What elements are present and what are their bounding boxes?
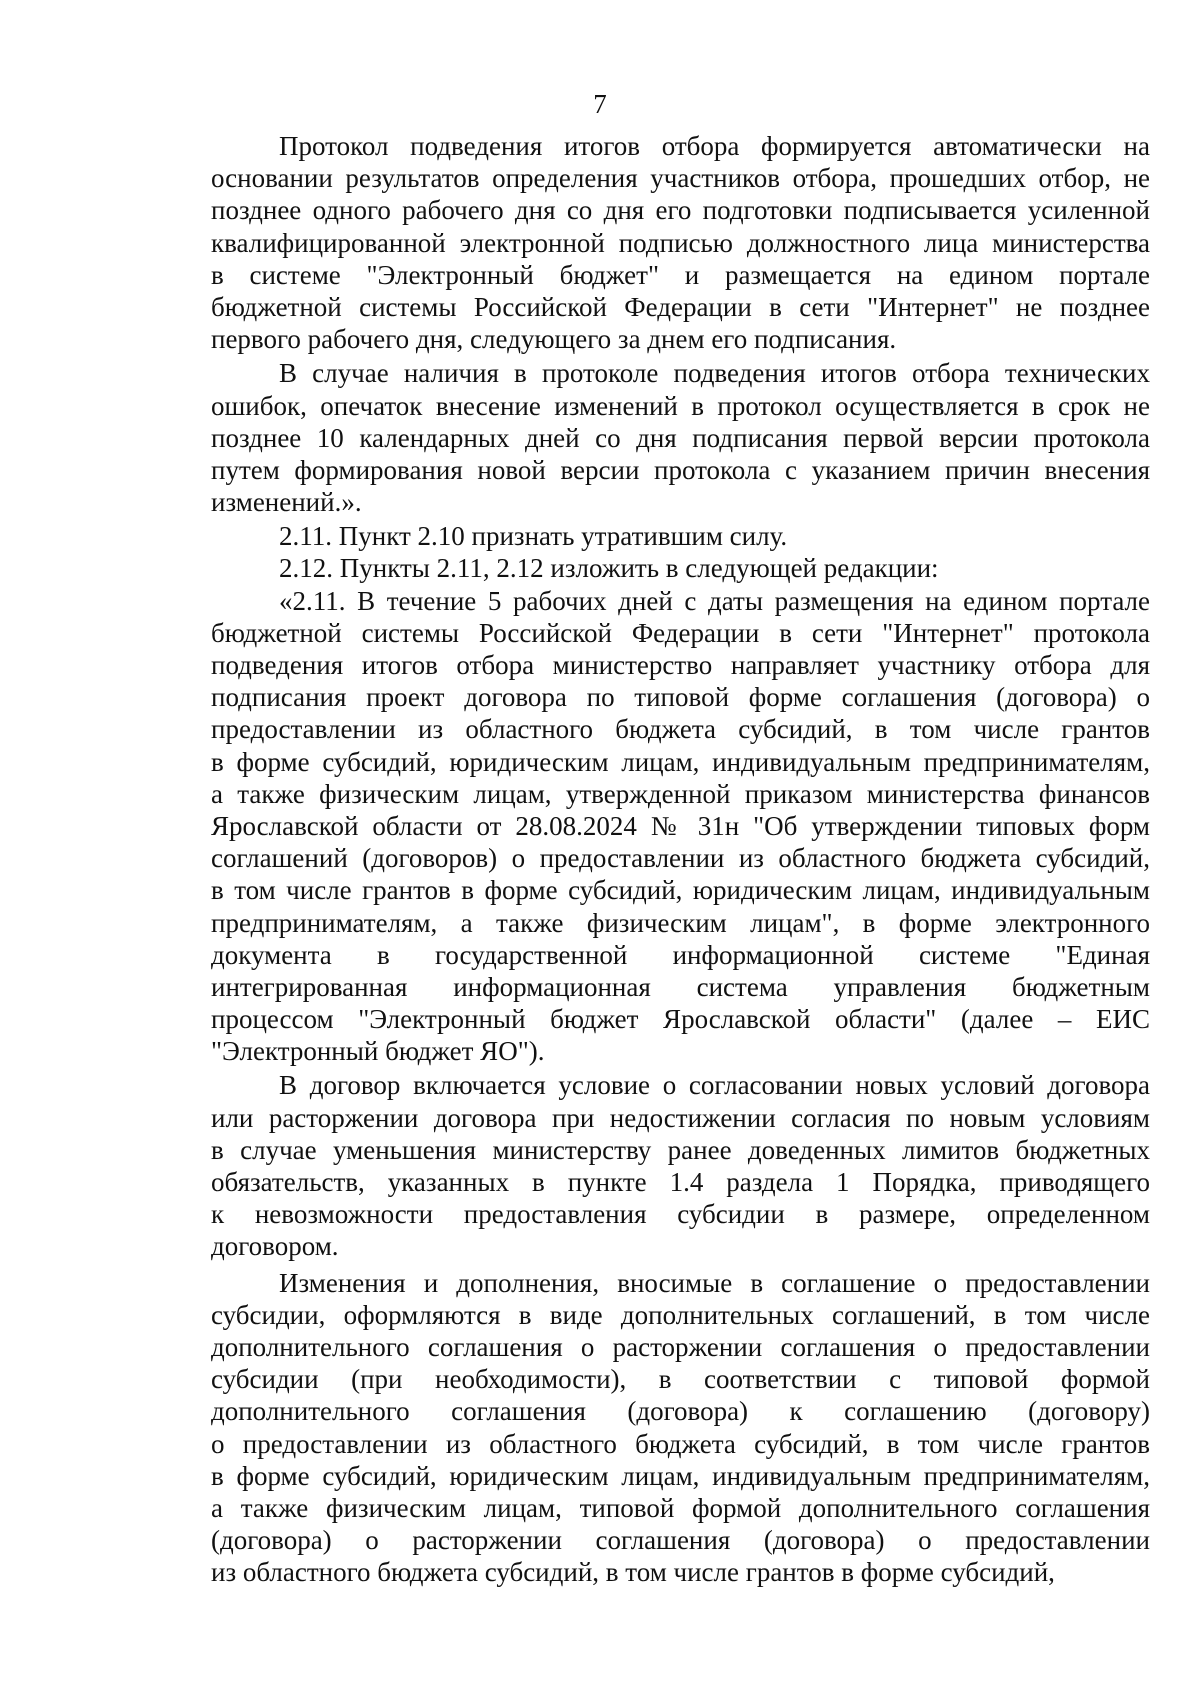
text-line: соглашений (договоров) о предоставлении из областного бюджета субсидий, — [211, 843, 1150, 874]
text-line: субсидии (при необходимости), в соответствии с типовой формой — [211, 1364, 1150, 1395]
text-line: В договор включается условие о согласовании новых условий договора — [279, 1070, 1150, 1101]
text-line: «2.11. В течение 5 рабочих дней с даты размещения на едином портале — [279, 585, 1150, 616]
text-line: подписания проект договора по типовой форме соглашения (договора) о — [211, 682, 1150, 713]
text-line: субсидии, оформляются в виде дополнительных соглашений, в том числе — [211, 1299, 1150, 1330]
document-body — [211, 130, 1150, 1588]
text-line: в форме субсидий, юридическим лицам, индивидуальным предпринимателям, — [211, 1460, 1150, 1491]
text-line: квалифицированной электронной подписью должностного лица министерства — [211, 227, 1150, 258]
text-line: (договора) о расторжении соглашения (договора) о предоставлении — [211, 1525, 1150, 1556]
text-line: позднее одного рабочего дня со дня его подготовки подписывается усиленной — [211, 195, 1150, 226]
text-line: процессом "Электронный бюджет Ярославской области" (далее – ЕИС — [211, 1004, 1150, 1035]
paragraph — [211, 552, 1150, 584]
text-line: первого рабочего дня, следующего за днем его подписания. — [211, 324, 897, 355]
text-line: Ярославской области от 28.08.2024 № 31н "Об утверждении типовых форм — [211, 810, 1150, 841]
text-line: договором. — [211, 1231, 339, 1262]
text-line: Изменения и дополнения, вносимые в соглашение о предоставлении — [279, 1267, 1150, 1298]
text-line: из областного бюджета субсидий, в том числе грантов в форме субсидий, — [211, 1557, 1055, 1588]
page-number: 7 — [593, 89, 607, 119]
paragraph — [211, 130, 1150, 355]
text-line: к невозможности предоставления субсидии в размере, определенном — [211, 1199, 1150, 1230]
text-line: обязательств, указанных в пункте 1.4 раздела 1 Порядка, приводящего — [211, 1167, 1150, 1197]
text-line: а также физическим лицам, типовой формой дополнительного соглашения — [211, 1492, 1150, 1523]
paragraph — [211, 520, 1150, 552]
paragraph — [211, 1267, 1150, 1589]
text-line: "Электронный бюджет ЯО"). — [211, 1036, 545, 1067]
text-line: бюджетной системы Российской Федерации в сети "Интернет" не позднее — [211, 291, 1150, 322]
text-line: а также физическим лицам, утвержденной приказом министерства финансов — [211, 778, 1150, 809]
text-line: бюджетной системы Российской Федерации в сети "Интернет" протокола — [211, 617, 1150, 648]
text-line: или расторжении договора при недостижении согласия по новым условиям — [211, 1102, 1150, 1133]
text-line: предпринимателям, а также физическим лицам", в форме электронного — [211, 907, 1150, 938]
text-line: 2.12. Пункты 2.11, 2.12 изложить в следующей редакции: — [279, 553, 939, 584]
text-line: в том числе грантов в форме субсидий, юридическим лицам, индивидуальным — [211, 875, 1150, 906]
text-line: в системе "Электронный бюджет" и размещается на едином портале — [211, 259, 1150, 290]
text-line: в случае уменьшения министерству ранее доведенных лимитов бюджетных — [211, 1134, 1150, 1165]
text-line: интегрированная информационная система управления бюджетным — [211, 971, 1150, 1002]
text-line: дополнительного соглашения (договора) к соглашению (договору) — [211, 1396, 1150, 1427]
text-line: о предоставлении из областного бюджета субсидий, в том числе грантов — [211, 1428, 1150, 1459]
paragraph — [211, 1069, 1150, 1262]
text-line: Протокол подведения итогов отбора формируется автоматически на — [279, 131, 1150, 161]
text-line: предоставлении из областного бюджета субсидий, в том числе грантов — [211, 714, 1150, 745]
text-line: 2.11. Пункт 2.10 признать утратившим силу. — [279, 521, 788, 552]
text-line: позднее 10 календарных дней со дня подписания первой версии протокола — [211, 422, 1150, 453]
paragraph — [211, 357, 1150, 518]
text-line: дополнительного соглашения о расторжении соглашения о предоставлении — [211, 1331, 1150, 1362]
text-line: документа в государственной информационной системе "Единая — [211, 939, 1150, 970]
text-line: В случае наличия в протоколе подведения итогов отбора технических — [279, 358, 1150, 389]
paragraph — [211, 585, 1150, 1068]
text-line: подведения итогов отбора министерство направляет участнику отбора для — [211, 650, 1150, 680]
text-line: изменений.». — [211, 487, 362, 518]
text-line: основании результатов определения участников отбора, прошедших отбор, не — [211, 163, 1150, 194]
text-line: в форме субсидий, юридическим лицам, индивидуальным предпринимателям, — [211, 746, 1150, 777]
text-line: путем формирования новой версии протокола с указанием причин внесения — [211, 454, 1150, 485]
text-line: ошибок, опечаток внесение изменений в протокол осуществляется в срок не — [211, 390, 1150, 421]
